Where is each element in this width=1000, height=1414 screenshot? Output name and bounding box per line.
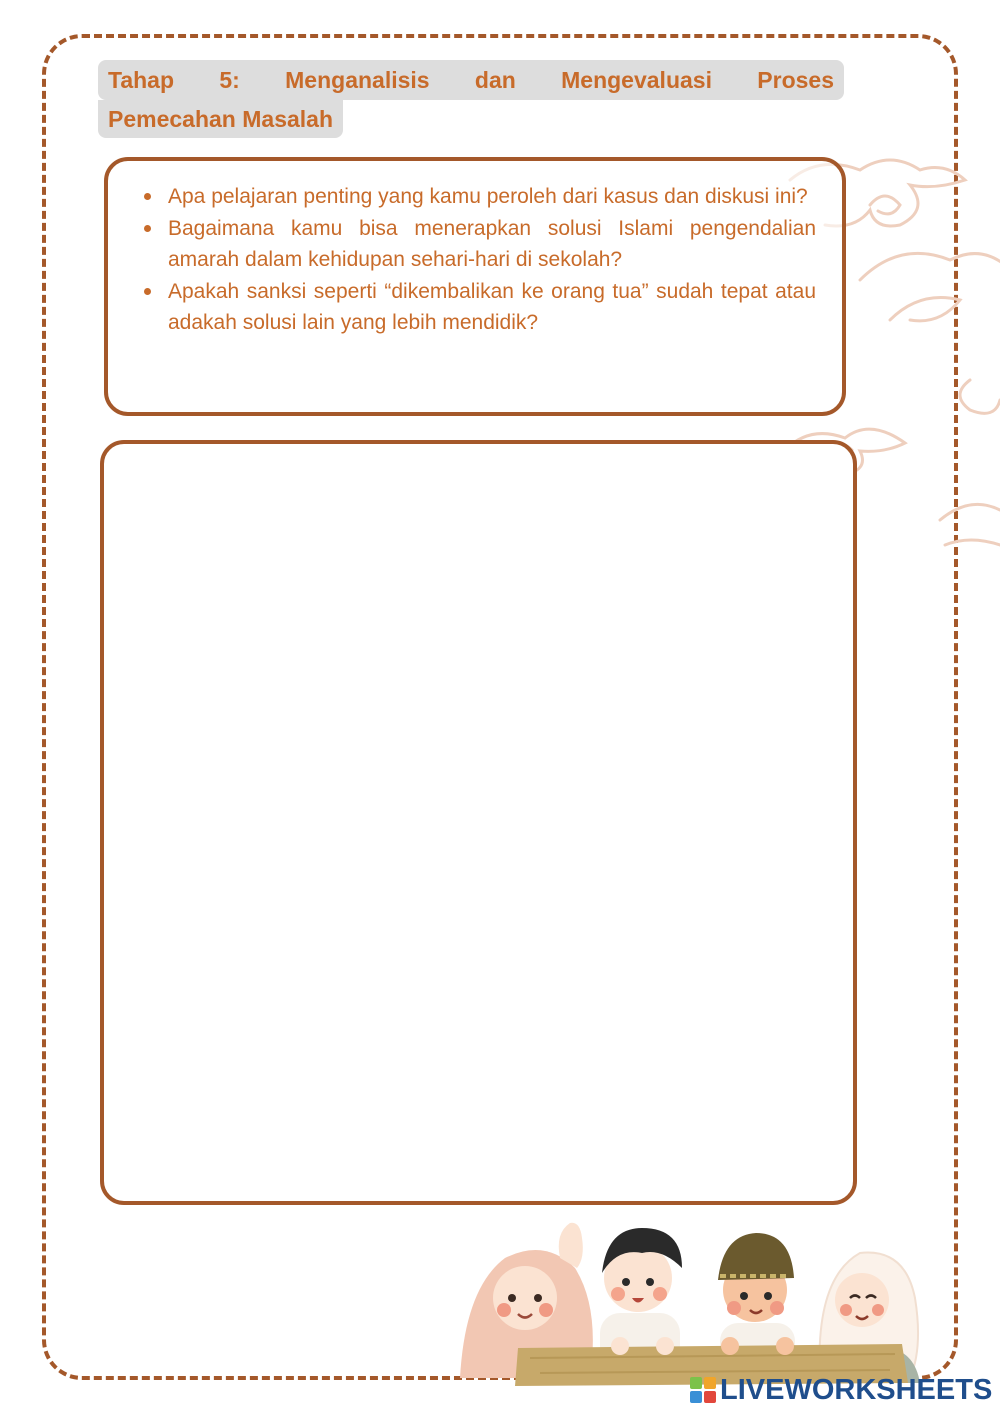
title-word: Tahap <box>108 66 175 93</box>
question-item: Bagaimana kamu bisa menerapkan solusi Islami pengendalian amarah dalam kehidupan sehari-hari di sekolah? <box>140 213 816 276</box>
title-word: 5: <box>219 66 240 93</box>
question-item: Apakah sanksi seperti “dikembalikan ke orang tua” sudah tepat atau adakah solusi lain yang lebih mendidik? <box>140 276 816 339</box>
logo-text: LIVEWORKSHEETS <box>720 1373 993 1406</box>
answer-input[interactable] <box>104 444 853 1201</box>
question-box <box>104 157 846 416</box>
title-line-1 <box>98 60 844 100</box>
children-illustration <box>450 1218 930 1388</box>
title-word: dan <box>474 66 516 93</box>
liveworksheets-logo[interactable] <box>690 1374 992 1406</box>
title-line-2: Pemecahan Masalah <box>98 100 343 138</box>
question-list <box>140 181 816 339</box>
title-word: Menganalisis <box>285 66 430 93</box>
answer-box <box>100 440 857 1205</box>
title-word: Mengevaluasi <box>561 66 712 93</box>
liveworksheets-mark-icon <box>690 1377 716 1403</box>
question-item: Apa pelajaran penting yang kamu peroleh dari kasus dan diskusi ini? <box>140 181 816 213</box>
section-title <box>98 60 844 138</box>
title-word: Proses <box>757 66 835 93</box>
